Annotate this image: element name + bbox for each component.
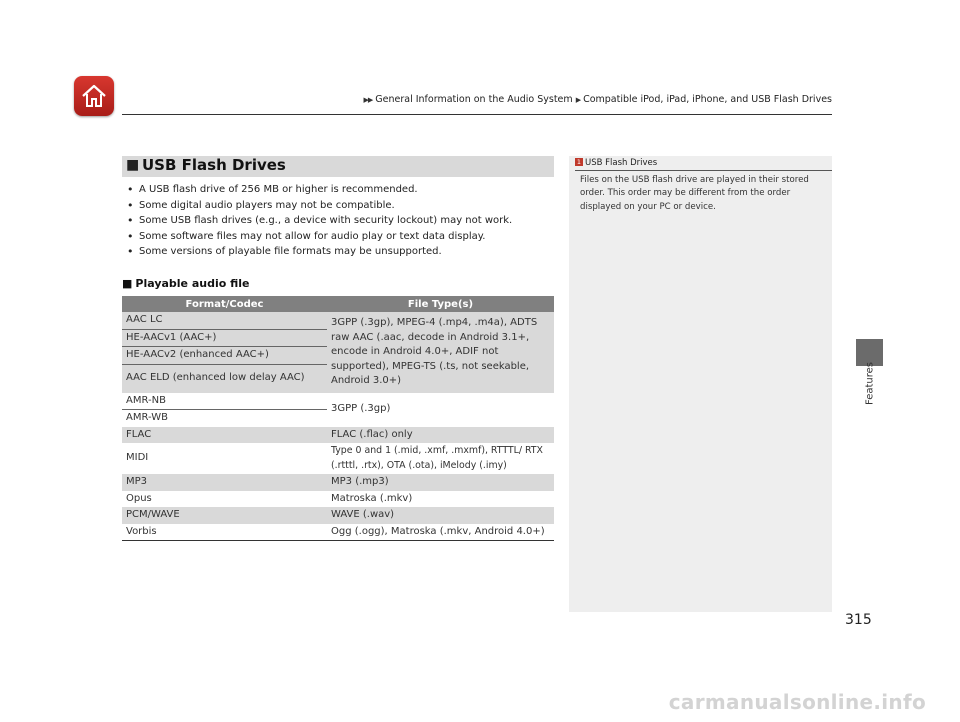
format-cell: Vorbis	[122, 524, 327, 541]
note-number-icon: 1	[576, 158, 582, 166]
breadcrumb-arrow-icon: ▶▶	[363, 96, 373, 104]
audio-format-table	[122, 296, 554, 541]
format-cell: AMR-NB	[122, 393, 327, 410]
note-panel	[569, 156, 832, 612]
filetype-cell: Matroska (.mkv)	[331, 492, 413, 504]
format-cell: HE-AACv1 (AAC+)	[122, 329, 327, 347]
format-cell: Opus	[126, 492, 152, 504]
table-row	[122, 507, 554, 524]
filetype-cell: Ogg (.ogg), Matroska (.mkv, Android 4.0+)	[327, 524, 554, 541]
subsection-title: Playable audio file	[135, 277, 250, 290]
bullet-item: • Some USB flash drives (e.g., a device with security lockout) may not work.	[127, 213, 512, 229]
subsection-marker: ■	[122, 277, 133, 290]
table-row	[122, 312, 554, 329]
page-number: 315	[845, 612, 872, 628]
header-rule	[122, 114, 832, 115]
subsection-heading	[122, 277, 250, 290]
bullet-item: • Some versions of playable file formats may be unsupported.	[127, 244, 512, 260]
bullet-list	[127, 182, 512, 260]
format-cell: PCM/WAVE	[122, 507, 327, 524]
note-divider	[575, 170, 832, 171]
bullet-item: • Some software files may not allow for audio play or text data display.	[127, 229, 512, 245]
format-cell: HE-AACv2 (enhanced AAC+)	[122, 347, 327, 365]
breadcrumb-item-compatible-devices[interactable]: Compatible iPod, iPad, iPhone, and USB Flash Drives	[583, 94, 832, 105]
table-row	[122, 474, 554, 491]
table-row	[122, 491, 554, 508]
section-marker: ■	[126, 157, 140, 173]
watermark: carmanualsonline.info	[668, 690, 926, 714]
note-title: USB Flash Drives	[585, 158, 658, 168]
filetype-cell: Type 0 and 1 (.mid, .xmf, .mxmf), RTTTL/ RTX (.rtttl, .rtx), OTA (.ota), iMelody (.imy)	[331, 445, 543, 471]
format-cell: AMR-WB	[126, 412, 168, 423]
format-cell: FLAC	[122, 427, 327, 444]
note-body: Files on the USB flash drive are played in their stored order. This order may be different from the order displayed on your PC or device.	[580, 175, 809, 212]
table-row	[122, 393, 554, 410]
breadcrumb-item-audio-system[interactable]: General Information on the Audio System	[375, 94, 573, 105]
column-header-format: Format/Codec	[122, 296, 327, 312]
filetype-cell: WAVE (.wav)	[327, 507, 554, 524]
filetype-cell: 3GPP (.3gp), MPEG-4 (.mp4, .m4a), ADTS raw AAC (.aac, decode in Android 3.1+, encode in Android 4.0+, ADIF not supported), MPEG-TS (.ts, not seekable, Android 3.0+)	[327, 312, 554, 393]
filetype-cell: 3GPP (.3gp)	[331, 403, 391, 415]
section-header	[122, 156, 554, 177]
bullet-item: • Some digital audio players may not be compatible.	[127, 198, 512, 214]
format-cell: AAC ELD (enhanced low delay AAC)	[122, 364, 327, 393]
table-row	[122, 427, 554, 444]
table-row	[122, 443, 554, 474]
format-cell: MIDI	[126, 452, 149, 464]
note-heading	[575, 158, 657, 168]
section-title: USB Flash Drives	[142, 156, 286, 174]
filetype-cell: MP3 (.mp3)	[327, 474, 554, 491]
format-cell: MP3	[122, 474, 327, 491]
breadcrumb	[0, 94, 832, 105]
table-row	[122, 524, 554, 541]
bullet-item: • A USB flash drive of 256 MB or higher is recommended.	[127, 182, 512, 198]
filetype-cell: FLAC (.flac) only	[327, 427, 554, 444]
format-cell: AAC LC	[122, 312, 327, 329]
column-header-filetypes: File Type(s)	[327, 296, 554, 312]
breadcrumb-arrow-icon: ▶	[575, 96, 581, 104]
table-header-row	[122, 296, 554, 312]
